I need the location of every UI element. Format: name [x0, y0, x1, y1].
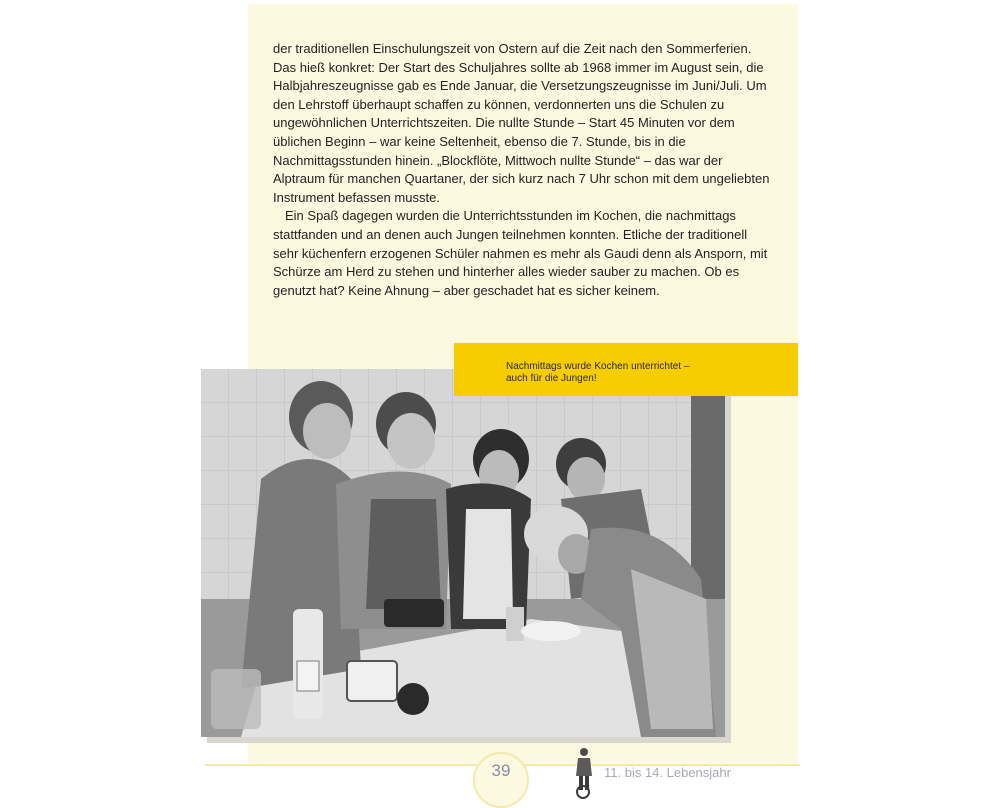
cyclist-figure-icon	[568, 746, 598, 800]
photo-caption	[506, 361, 716, 385]
caption-line-1: Nachmittags wurde Kochen unterrichtet –	[506, 361, 690, 372]
caption-box	[454, 343, 798, 396]
body-text	[273, 40, 773, 300]
caption-line-2: auch für die Jungen!	[506, 373, 597, 384]
chapter-label: 11. bis 14. Lebensjahr	[604, 765, 731, 780]
paragraph-1: der traditionellen Einschulungszeit von Ostern auf die Zeit nach den Sommerferien. Das hieß konkret: Der Start des Schuljahres sollte ab 1968 immer im August sein, die Halbjahreszeugnisse gab es Ende Januar, die Versetzungszeugnisse im Juni/Juli. Um den Lehrstoff überhaupt schaffen zu können, verdonnerten uns die Schulen zu ungewöhnlichen Unterrichtszeiten. Die nullte Stunde – Start 45 Minuten vor dem üblichen Beginn – war keine Seltenheit, ebenso die 7. Stunde, bis in die Nachmittagsstunden hinein. „Blockflöte, Mittwoch nullte Stunde“ – das war der Alptraum für manchen Quartaner, der sich kurz nach 7 Uhr schon mit dem ungeliebten Instrument befassen musste.	[273, 41, 770, 205]
photo-illustration	[201, 369, 725, 737]
paragraph-2: Ein Spaß dagegen wurden die Unterrichtsstunden im Kochen, die nachmittags stattfanden und an denen auch Jungen teilnehmen konnten. Etliche der traditionell sehr küchenfern erzogenen Schüler nahmen es mehr als Gaudi denn als Ansporn, mit Schürze am Herd zu stehen und hinterher alles wieder sauber zu machen. Ob es genutzt hat? Keine Ahnung – aber geschadet hat es sicher keinem.	[273, 208, 768, 298]
photo-cooking-class	[201, 369, 725, 737]
page-number: 39	[491, 761, 511, 780]
